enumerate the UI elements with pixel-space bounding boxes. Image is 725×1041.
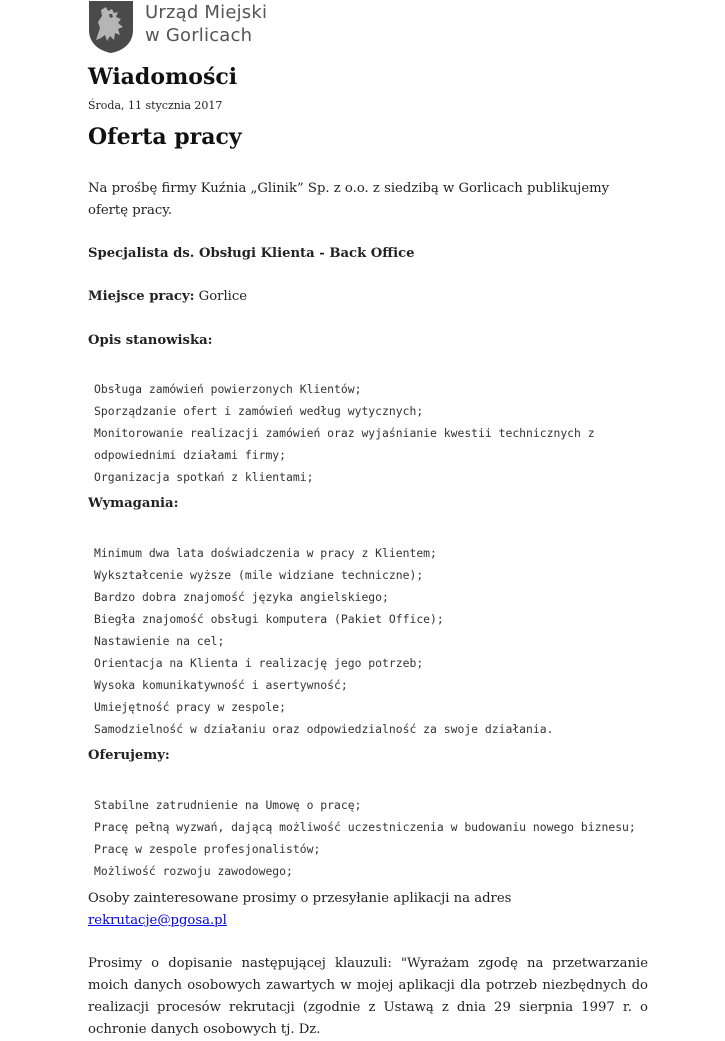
site-logo-text[interactable] bbox=[145, 1, 267, 47]
site-header bbox=[88, 0, 267, 56]
intro-paragraph: Na prośbę firmy Kuźnia „Glinik” Sp. z o.o. z siedzibą w Gorlicach publikujemy ofertę pracy. bbox=[88, 181, 610, 218]
list-item: Pracę w zespole profesjonalistów; bbox=[94, 842, 321, 856]
section-title: Wiadomości bbox=[88, 64, 238, 90]
contact-text: Osoby zainteresowane prosimy o przesyłanie aplikacji na adres bbox=[88, 891, 512, 906]
offer-heading: Oferujemy: bbox=[88, 748, 170, 763]
list-item: Bardzo dobra znajomość języka angielskiego; bbox=[94, 590, 389, 604]
list-item: Wykształcenie wyższe (mile widziane techniczne); bbox=[94, 568, 424, 582]
article-content bbox=[88, 60, 648, 1041]
list-item: Stabilne zatrudnienie na Umowę o pracę; bbox=[94, 798, 362, 812]
logo-line-1: Urząd Miejski bbox=[145, 2, 268, 23]
list-item: Wysoka komunikatywność i asertywność; bbox=[94, 678, 348, 692]
list-item: Samodzielność w działaniu oraz odpowiedzialność za swoje działania. bbox=[94, 722, 554, 736]
requirements-heading: Wymagania: bbox=[88, 496, 179, 511]
article-title: Oferta pracy bbox=[88, 124, 242, 150]
requirements-list bbox=[88, 542, 648, 740]
list-item: Umiejętność pracy w zespole; bbox=[94, 700, 287, 714]
list-item: Sporządzanie ofert i zamówień według wytycznych; bbox=[94, 404, 424, 418]
article-date: Środa, 11 stycznia 2017 bbox=[88, 99, 223, 112]
description-heading: Opis stanowiska: bbox=[88, 333, 213, 348]
list-item: Nastawienie na cel; bbox=[94, 634, 225, 648]
list-item: Biegła znajomość obsługi komputera (Pakiet Office); bbox=[94, 612, 444, 626]
email-link[interactable]: rekrutacje@pgosa.pl bbox=[88, 913, 227, 928]
list-item: Możliwość rozwoju zawodowego; bbox=[94, 864, 293, 878]
list-item: Obsługa zamówień powierzonych Klientów; bbox=[94, 382, 362, 396]
list-item: Minimum dwa lata doświadczenia w pracy z Klientem; bbox=[94, 546, 437, 560]
list-item: Orientacja na Klienta i realizację jego potrzeb; bbox=[94, 656, 424, 670]
city-crest-icon[interactable] bbox=[88, 0, 134, 54]
contact-paragraph bbox=[88, 888, 648, 932]
logo-line-2: w Gorlicach bbox=[145, 25, 253, 46]
list-item: Organizacja spotkań z klientami; bbox=[94, 470, 314, 484]
position-title: Specjalista ds. Obsługi Klienta - Back Office bbox=[88, 246, 415, 261]
workplace-line bbox=[88, 286, 648, 308]
offer-list bbox=[88, 794, 648, 882]
list-item: Monitorowanie realizacji zamówień oraz wyjaśnianie kwestii technicznych z odpowiednimi działami firmy; bbox=[94, 426, 595, 462]
consent-clause: Prosimy o dopisanie następującej klauzuli: "Wyrażam zgodę na przetwarzanie moich danych osobowych zawartych w mojej aplikacji dla potrzeb niezbędnych do realizacji procesów rekrutacji (zgodnie z Ustawą z dnia 29 sierpnia 1997 r. o ochronie danych osobowych tj. Dz. bbox=[88, 956, 648, 1037]
workplace-label: Miejsce pracy: bbox=[88, 289, 195, 304]
list-item: Pracę pełną wyzwań, dającą możliwość uczestniczenia w budowaniu nowego biznesu; bbox=[94, 820, 636, 834]
workplace-value: Gorlice bbox=[194, 289, 248, 304]
description-list bbox=[88, 378, 648, 488]
